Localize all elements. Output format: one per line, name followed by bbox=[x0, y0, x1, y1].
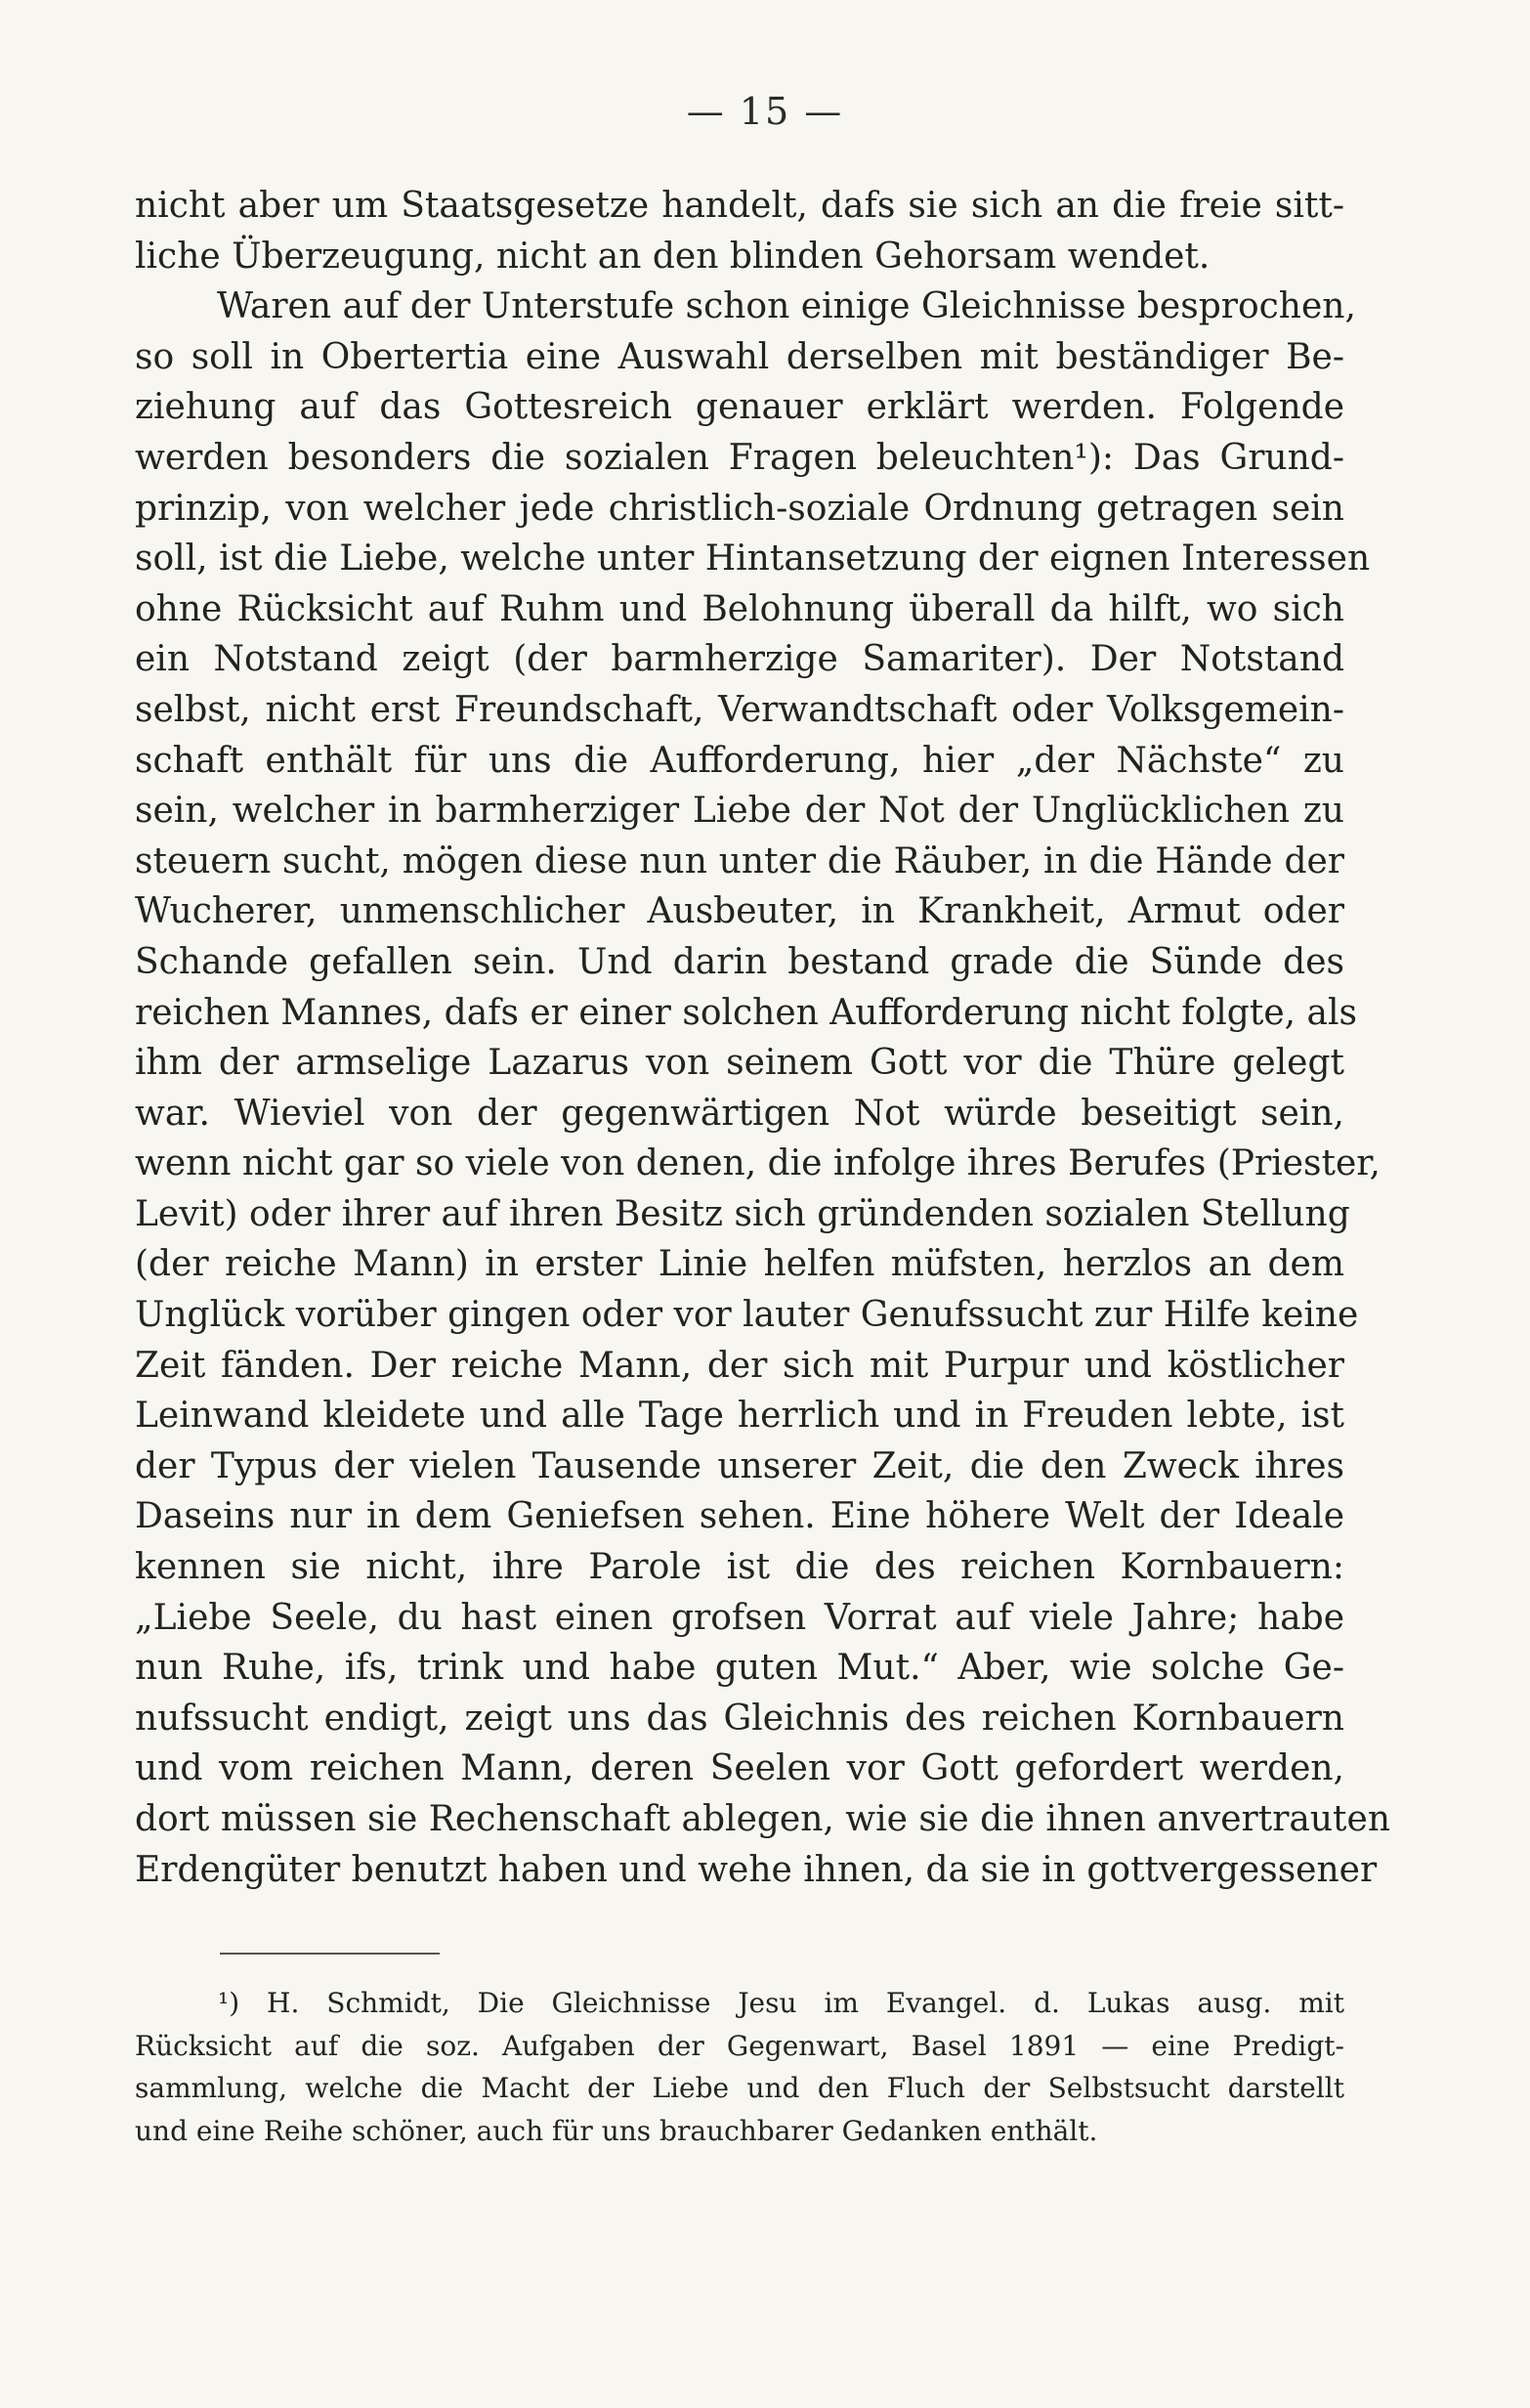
text-line: Waren auf der Unterstufe schon einige Gleichnisse besprochen, bbox=[217, 286, 1356, 327]
footnote-line: ¹) H. Schmidt, Die Gleichnisse Jesu im Evangel. d. Lukas ausg. mit bbox=[218, 1987, 1344, 2019]
text-line: nufssucht endigt, zeigt uns das Gleichnis des reichen Kornbauern bbox=[135, 1698, 1344, 1739]
footnote-divider bbox=[220, 1953, 440, 1955]
text-line: liche Überzeugung, nicht an den blinden Gehorsam wendet. bbox=[135, 236, 1211, 277]
text-line: schaft enthält für uns die Aufforderung, hier „der Nächste“ zu bbox=[135, 740, 1344, 781]
page-number: — 15 — bbox=[686, 90, 844, 133]
text-line: (der reiche Mann) in erster Linie helfen müfsten, herzlos an dem bbox=[135, 1244, 1344, 1285]
footnote-line: Rücksicht auf die soz. Aufgaben der Gegenwart, Basel 1891 — eine Predigt- bbox=[135, 2029, 1344, 2062]
text-line: soll, ist die Liebe, welche unter Hintansetzung der eignen Interessen bbox=[135, 538, 1371, 580]
text-line: Daseins nur in dem Geniefsen sehen. Eine höhere Welt der Ideale bbox=[135, 1496, 1344, 1537]
text-line: ein Notstand zeigt (der barmherzige Samariter). Der Notstand bbox=[135, 639, 1344, 680]
text-line: Zeit fänden. Der reiche Mann, der sich mit Purpur und köstlicher bbox=[135, 1345, 1344, 1386]
text-line: ohne Rücksicht auf Ruhm und Belohnung überall da hilft, wo sich bbox=[135, 588, 1344, 629]
text-line: ziehung auf das Gottesreich genauer erklärt werden. Folgende bbox=[135, 387, 1344, 428]
text-line: Levit) oder ihrer auf ihren Besitz sich gründenden sozialen Stellung bbox=[135, 1193, 1350, 1234]
text-line: werden besonders die sozialen Fragen beleuchten¹): Das Grund- bbox=[135, 437, 1344, 478]
footnote bbox=[135, 1982, 1344, 2152]
text-line: nicht aber um Staatsgesetze handelt, dafs sie sich an die freie sitt- bbox=[135, 186, 1344, 226]
text-line: steuern sucht, mögen diese nun unter die Räuber, in die Hände der bbox=[135, 840, 1344, 882]
text-line: und vom reichen Mann, deren Seelen vor Gott gefordert werden, bbox=[135, 1748, 1344, 1789]
text-line: der Typus der vielen Tausende unserer Zeit, die den Zweck ihres bbox=[135, 1445, 1344, 1486]
text-line: sein, welcher in barmherziger Liebe der Not der Unglücklichen zu bbox=[135, 791, 1344, 832]
body-text bbox=[135, 181, 1391, 1895]
text-line: Erdengüter benutzt haben und wehe ihnen, da sie in gottvergessener bbox=[135, 1849, 1378, 1890]
text-line: so soll in Obertertia eine Auswahl derselben mit beständiger Be- bbox=[135, 336, 1344, 377]
text-line: Leinwand kleidete und alle Tage herrlich und in Freuden lebte, ist bbox=[135, 1396, 1344, 1437]
text-line: Schande gefallen sein. Und darin bestand grade die Sünde des bbox=[135, 941, 1344, 982]
footnote-line: und eine Reihe schöner, auch für uns brauchbarer Gedanken enthält. bbox=[135, 2114, 1098, 2147]
text-line: „Liebe Seele, du hast einen grofsen Vorrat auf viele Jahre; habe bbox=[135, 1597, 1344, 1638]
text-line: ihm der armselige Lazarus von seinem Gott vor die Thüre gelegt bbox=[135, 1043, 1344, 1084]
footnote-line: sammlung, welche die Macht der Liebe und den Fluch der Selbstsucht darstellt bbox=[135, 2072, 1344, 2104]
text-line: kennen sie nicht, ihre Parole ist die des reichen Kornbauern: bbox=[135, 1547, 1344, 1588]
text-line: Wucherer, unmenschlicher Ausbeuter, in Krankheit, Armut oder bbox=[135, 891, 1344, 932]
text-line: prinzip, von welcher jede christlich-soziale Ordnung getragen sein bbox=[135, 488, 1344, 529]
text-line: war. Wieviel von der gegenwärtigen Not würde beseitigt sein, bbox=[135, 1093, 1344, 1134]
text-line: Unglück vorüber gingen oder vor lauter Genufssucht zur Hilfe keine bbox=[135, 1295, 1359, 1336]
text-line: reichen Mannes, dafs er einer solchen Aufforderung nicht folgte, als bbox=[135, 992, 1357, 1033]
text-line: selbst, nicht erst Freundschaft, Verwandtschaft oder Volksgemein- bbox=[135, 689, 1344, 730]
text-line: dort müssen sie Rechenschaft ablegen, wie sie die ihnen anvertrauten bbox=[135, 1799, 1391, 1839]
text-line: wenn nicht gar so viele von denen, die infolge ihres Berufes (Priester, bbox=[135, 1143, 1381, 1184]
text-line: nun Ruhe, ifs, trink und habe guten Mut.“ Aber, wie solche Ge- bbox=[135, 1648, 1344, 1689]
